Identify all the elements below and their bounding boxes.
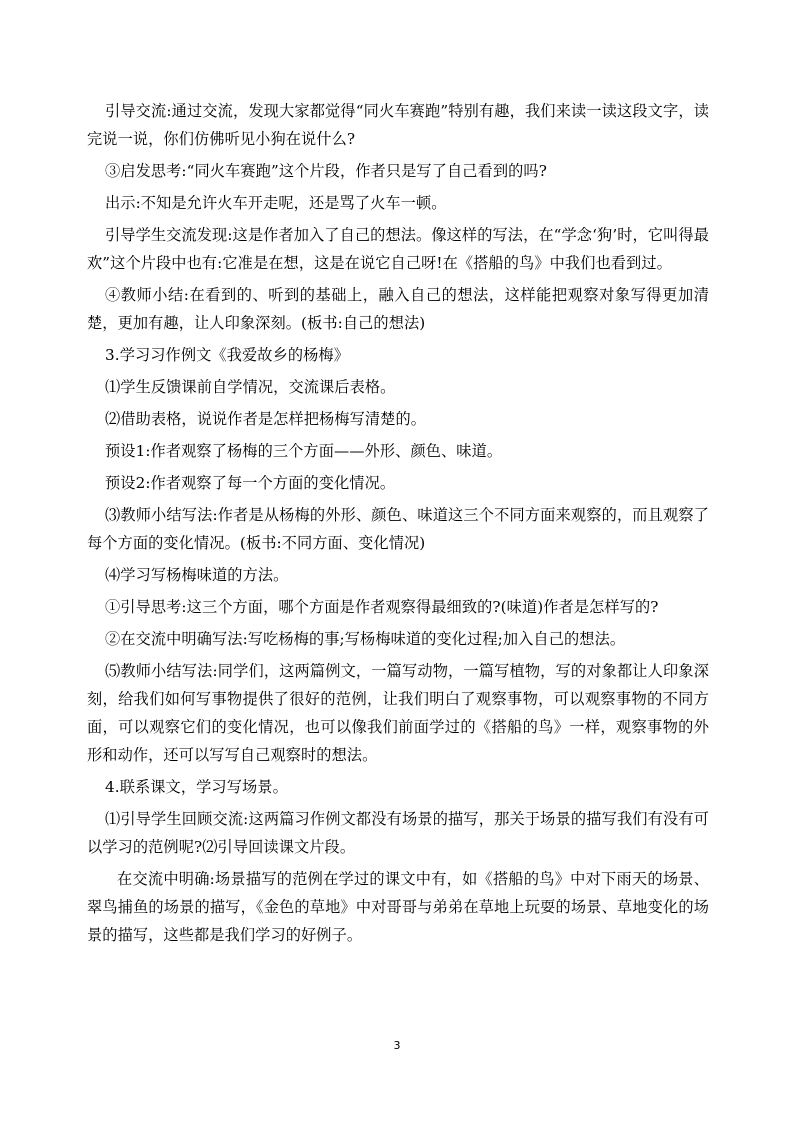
section-heading-3: 3.学习习作例文《我爱故乡的杨梅》 <box>105 346 350 364</box>
page-number: 3 <box>393 1039 401 1052</box>
paragraph-clarify-method: ②在交流中明确写法:写吃杨梅的事;写杨梅味道的变化过程;加入自己的想法。 <box>105 630 626 648</box>
paragraph-step-2: ⑵借助表格，说说作者是怎样把杨梅写清楚的。 <box>105 410 427 428</box>
paragraph-step-3: ⑶教师小结写法:作者是从杨梅的外形、颜色、味道这三个不同方面来观察的，而且观察了每个方面的变化情况。(板书:不同方面、变化情况) <box>87 506 709 552</box>
paragraph-step-1: ⑴学生反馈课前自学情况，交流课后表格。 <box>105 378 396 396</box>
paragraph-step-4: ⑷学习写杨梅味道的方法。 <box>105 566 289 584</box>
paragraph-inspire-thinking: ③启发思考:“同火车赛跑”这个片段，作者只是写了自己看到的吗? <box>105 162 547 180</box>
paragraph-teacher-summary-1: ④教师小结:在看到的、听到的基础上，融入自己的想法，这样能把观察对象写得更加清楚，更加有趣，让人印象深刻。(板书:自己的想法) <box>87 286 709 332</box>
section-heading-4: 4.联系课文，学习写场景。 <box>105 778 288 796</box>
paragraph-review-discussion: ⑴引导学生回顾交流:这两篇习作例文都没有场景的描写，那关于场景的描写我们有没有可以学习的范例呢?⑵引导回读课文片段。 <box>87 810 709 856</box>
paragraph-preset-1: 预设1:作者观察了杨梅的三个方面——外形、颜色、味道。 <box>105 442 503 460</box>
paragraph-show-quote: 出示:不知是允许火车开走呢，还是骂了火车一顿。 <box>105 194 447 212</box>
paragraph-guide-discussion: 引导交流:通过交流，发现大家都觉得“同火车赛跑”特别有趣，我们来读一读这段文字，读完说一说，你们仿佛听见小狗在说什么? <box>87 102 709 148</box>
paragraph-step-5: ⑸教师小结写法:同学们，这两篇例文，一篇写动物，一篇写植物，写的对象都让人印象深刻，给我们如何写事物提供了很好的范例，让我们明白了观察事物，可以观察事物的不同方面，可以观察它们的变化情况，也可以像我们前面学过的《搭船的鸟》一样，观察事物的外形和动作，还可以写写自己观察时的想法。 <box>87 662 709 764</box>
document-body <box>87 97 709 953</box>
paragraph-guide-thinking: ①引导思考:这三个方面，哪个方面是作者观察得最细致的?(味道)作者是怎样写的? <box>105 598 659 616</box>
paragraph-preset-2: 预设2:作者观察了每一个方面的变化情况。 <box>105 474 396 492</box>
paragraph-clarify-scene: 在交流中明确:场景描写的范例在学过的课文中有，如《搭船的鸟》中对下雨天的场景、翠鸟捕鱼的场景的描写，《金色的草地》中对哥哥与弟弟在草地上玩耍的场景、草地变化的场景的描写，这些都是我们学习的好例子。 <box>87 870 709 944</box>
paragraph-student-discovery: 引导学生交流发现:这是作者加入了自己的想法。像这样的写法，在“学念‘狗’时，它叫得最欢”这个片段中也有:它准是在想，这是在说它自己呀!在《搭船的鸟》中我们也看到过。 <box>87 226 709 272</box>
